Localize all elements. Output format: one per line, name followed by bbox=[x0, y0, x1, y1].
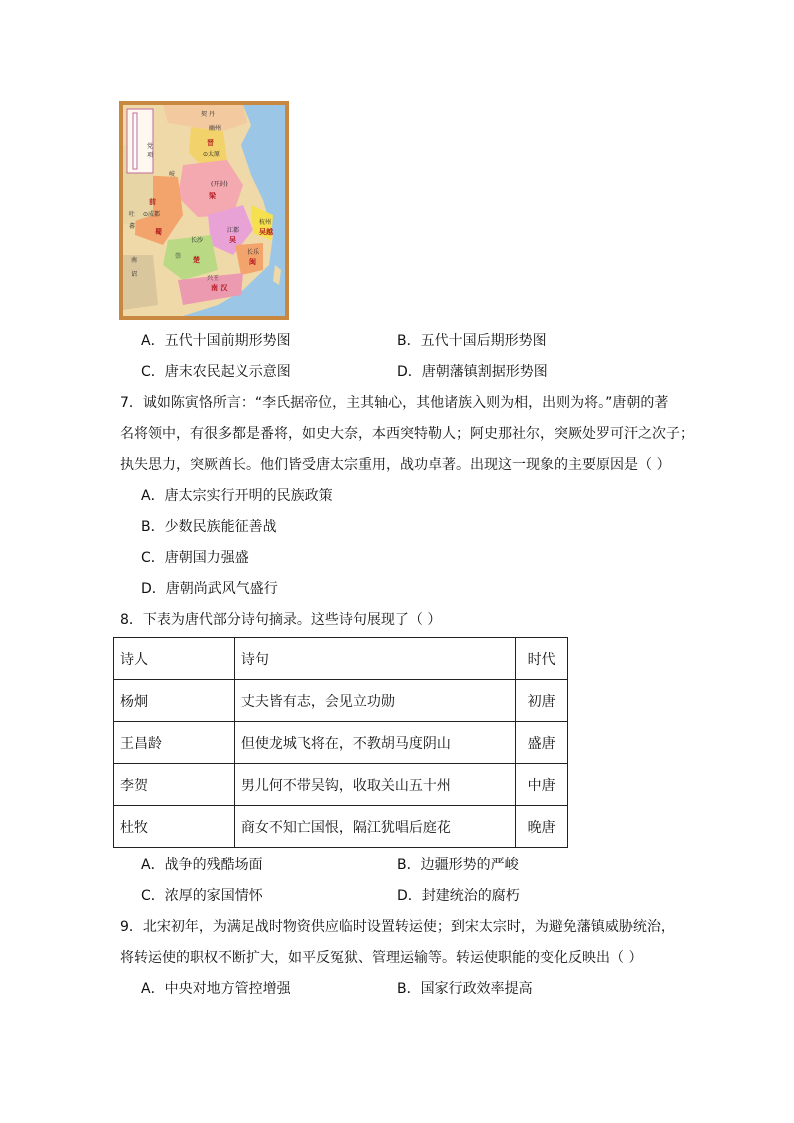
option-text: 五代十国后期形势图 bbox=[420, 333, 547, 349]
map-label-hangzhou: 杭州 bbox=[259, 219, 272, 226]
table-row bbox=[114, 806, 568, 848]
option-letter: A． bbox=[141, 333, 165, 349]
q9-option-b[interactable] bbox=[397, 979, 533, 999]
option-text: 国家行政效率提高 bbox=[420, 981, 533, 997]
table-cell-poet: 王昌龄 bbox=[114, 722, 235, 764]
option-letter: D． bbox=[397, 888, 422, 904]
table-cell-era: 盛唐 bbox=[516, 722, 568, 764]
map-label-qianshu: 前 bbox=[149, 198, 156, 206]
option-text: 唐末农民起义示意图 bbox=[164, 364, 291, 380]
q9-option-a[interactable] bbox=[141, 979, 291, 999]
table-cell-poet: 杜牧 bbox=[114, 806, 235, 848]
option-letter: B． bbox=[397, 857, 421, 873]
option-letter: C． bbox=[141, 888, 165, 904]
option-text: 唐朝藩镇割据形势图 bbox=[421, 364, 548, 380]
map-label-chengdu: ⊙成都 bbox=[143, 211, 161, 218]
option-letter: C． bbox=[141, 364, 165, 380]
option-text: 战争的残酷场面 bbox=[164, 857, 263, 873]
table-row bbox=[114, 764, 568, 806]
map-label-taiyuan: ⊙太原 bbox=[203, 151, 221, 158]
map-label-changsha: 长沙 bbox=[191, 237, 204, 244]
q7-stem-line-3: 执失思力，突厥酋长。他们皆受唐太宗重用，战功卓著。出现这一现象的主要原因是（ ） bbox=[120, 457, 671, 473]
map-label-min: 闽 bbox=[249, 258, 256, 266]
option-letter: B． bbox=[397, 981, 421, 997]
table-cell-poet: 杨炯 bbox=[114, 680, 235, 722]
q6-option-d[interactable] bbox=[397, 362, 548, 382]
q8-option-d[interactable] bbox=[397, 886, 520, 906]
q6-option-c[interactable] bbox=[141, 362, 291, 382]
table-header-poet: 诗人 bbox=[114, 638, 235, 680]
q7-stem-line-2: 名将领中，有很多都是番将，如史大奈，本西突特勒人；阿史那社尔，突厥处罗可汗之次子； bbox=[120, 426, 694, 442]
map-label-kaifeng: (开封) bbox=[211, 181, 228, 188]
map-label-shu: 蜀 bbox=[155, 228, 162, 236]
option-text: 中央对地方管控增强 bbox=[164, 981, 291, 997]
map-label-changle: 长乐 bbox=[247, 249, 260, 256]
map-label-chong: 崇 bbox=[175, 253, 182, 260]
table-cell-verse: 但使龙城飞将在，不教胡马度阴山 bbox=[234, 722, 515, 764]
option-text: 封建统治的腐朽 bbox=[421, 888, 520, 904]
table-header-era: 时代 bbox=[516, 638, 568, 680]
map-label-chu: 楚 bbox=[193, 256, 200, 264]
map-label-wuyue: 吴越 bbox=[259, 228, 273, 236]
map-label-nanhan: 南 汉 bbox=[211, 284, 228, 292]
map-canvas bbox=[123, 105, 285, 316]
table-row bbox=[114, 680, 568, 722]
map-label-qidan: 契 丹 bbox=[201, 111, 215, 118]
table-row bbox=[114, 722, 568, 764]
q7-stem-line-1: 7．诚如陈寅恪所言：“李氏据帝位，主其轴心，其他诸族入则为相，出则为将。”唐朝的著 bbox=[120, 395, 669, 411]
option-text: 浓厚的家国情怀 bbox=[164, 888, 263, 904]
q8-option-b[interactable] bbox=[397, 855, 519, 875]
five-dynasties-map bbox=[119, 101, 289, 320]
option-letter: A． bbox=[141, 857, 165, 873]
poem-table bbox=[113, 637, 568, 848]
option-letter: D． bbox=[397, 364, 422, 380]
map-label-tu: 吐 bbox=[129, 211, 136, 218]
table-cell-verse: 商女不知亡国恨，隔江犹唱后庭花 bbox=[234, 806, 515, 848]
q9-stem-line-2: 将转运使的职权不断扩大，如平反冤狱、管理运输等。转运使职能的变化反映出（ ） bbox=[120, 950, 643, 966]
table-cell-poet: 李贺 bbox=[114, 764, 235, 806]
map-label-kuaiji: 岐 bbox=[169, 171, 176, 178]
map-label-wu: 吴 bbox=[229, 236, 236, 244]
q7-option-d[interactable]: D．唐朝尚武风气盛行 bbox=[141, 581, 278, 597]
option-text: 边疆形势的严峻 bbox=[420, 857, 519, 873]
table-header-row bbox=[114, 638, 568, 680]
map-label-jiangdu: 江都 bbox=[227, 227, 240, 234]
table-cell-verse: 丈夫皆有志，会见立功勋 bbox=[234, 680, 515, 722]
q8-option-a[interactable] bbox=[141, 855, 263, 875]
q9-stem-line-1: 9．北宋初年，为满足战时物资供应临时设置转运使；到宋太宗时，为避免藩镇威胁统治， bbox=[120, 919, 675, 935]
q8-option-c[interactable] bbox=[141, 886, 263, 906]
option-letter: B． bbox=[397, 333, 421, 349]
q7-option-a[interactable]: A．唐太宗实行开明的民族政策 bbox=[141, 488, 333, 504]
option-text: 五代十国前期形势图 bbox=[164, 333, 291, 349]
table-header-verse: 诗句 bbox=[234, 638, 515, 680]
map-label-dangxiang: 党 项 bbox=[147, 143, 154, 159]
map-label-nan: 南 bbox=[131, 257, 138, 264]
q7-option-c[interactable]: C．唐朝国力强盛 bbox=[141, 550, 249, 566]
table-cell-verse: 男儿何不带吴钩，收取关山五十州 bbox=[234, 764, 515, 806]
q6-option-b[interactable] bbox=[397, 331, 547, 351]
option-letter: A． bbox=[141, 981, 165, 997]
q7-option-b[interactable]: B．少数民族能征善战 bbox=[141, 519, 277, 535]
table-cell-era: 晚唐 bbox=[516, 806, 568, 848]
map-label-youzhou: 幽州 bbox=[209, 125, 222, 132]
table-cell-era: 中唐 bbox=[516, 764, 568, 806]
map-label-liang: 梁 bbox=[209, 192, 216, 200]
table-cell-era: 初唐 bbox=[516, 680, 568, 722]
map-label-zhao: 诏 bbox=[131, 271, 138, 278]
map-label-xingwang: 兴王 bbox=[207, 275, 220, 282]
q6-option-a[interactable] bbox=[141, 331, 291, 351]
map-label-fan: 蕃 bbox=[129, 223, 136, 230]
q8-stem: 8．下表为唐代部分诗句摘录。这些诗句展现了（ ） bbox=[120, 612, 442, 628]
map-label-jin: 晋 bbox=[207, 139, 214, 147]
